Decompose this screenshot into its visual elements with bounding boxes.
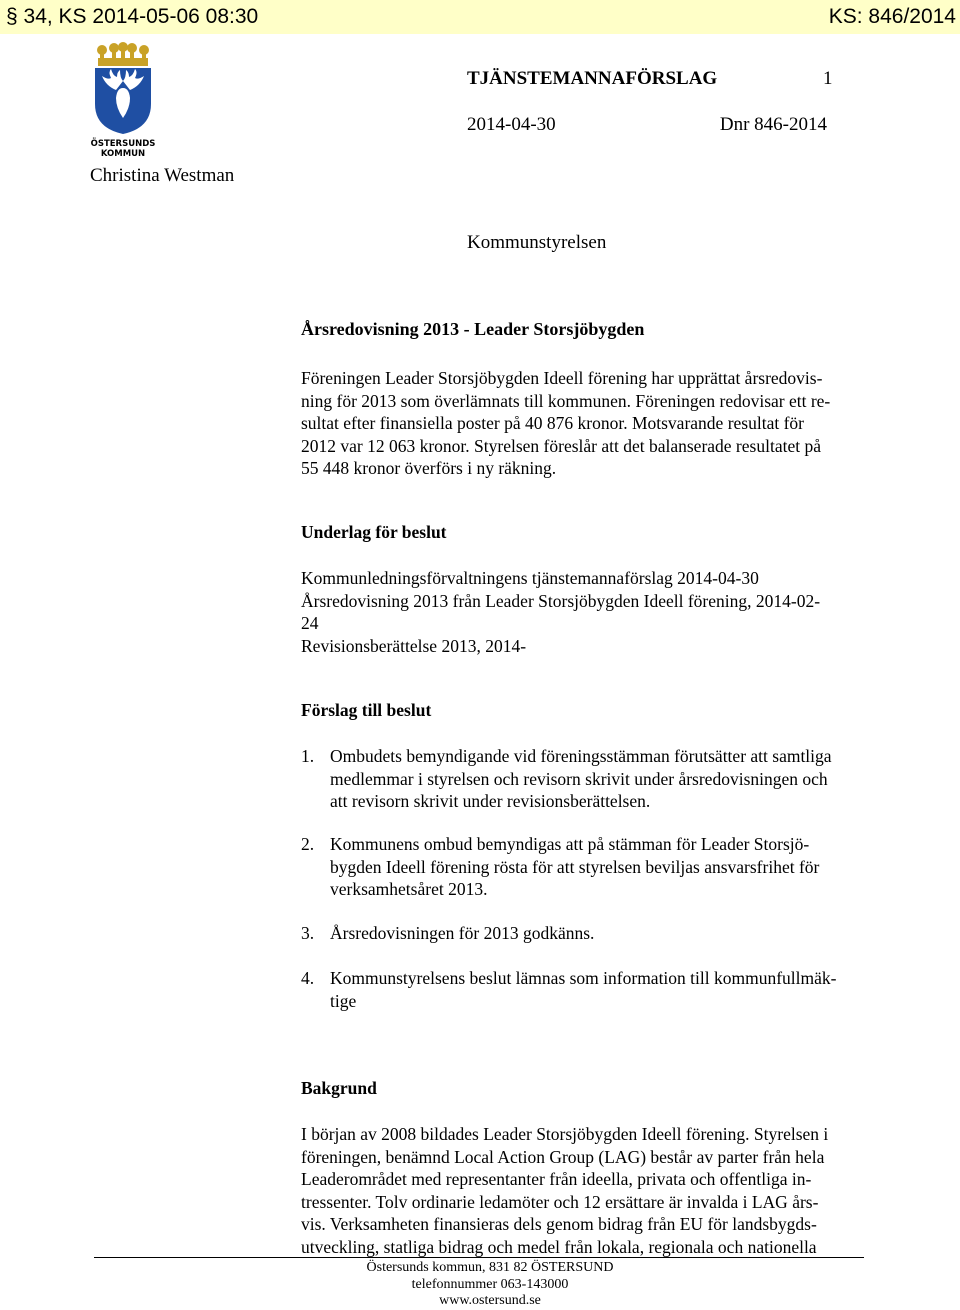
footer-phone: telefonnummer 063-143000: [411, 1276, 569, 1292]
intro-line: sultat efter finansiella poster på 40 876 kronor. Motsvarande resultat för: [301, 413, 804, 434]
bakgrund-heading: Bakgrund: [301, 1078, 377, 1098]
item-line: Ombudets bemyndigande vid föreningsstämman förutsätter att samtliga: [330, 746, 832, 766]
svg-text:ÖSTERSUNDS: ÖSTERSUNDS: [90, 139, 156, 149]
underlag-list: [301, 567, 889, 657]
document-title: Årsredovisning 2013 - Leader Storsjöbygden: [301, 319, 645, 339]
item-line: tige: [330, 990, 357, 1011]
item-line: medlemmar i styrelsen och revisorn skrivit under årsredovisningen och: [330, 768, 828, 789]
underlag-line: Årsredovisning 2013 från Leader Storsjöbygden Ideell förening, 2014-02-: [301, 590, 821, 611]
page-header-bar: [0, 0, 960, 34]
document-date: 2014-04-30: [467, 114, 556, 135]
underlag-line: 24: [301, 613, 319, 634]
footer-divider: [94, 1257, 864, 1258]
item-number: 3.: [301, 923, 315, 943]
item-line: att revisorn skrivit under revisionsberättelsen.: [330, 791, 651, 812]
page-number: 1: [823, 68, 833, 89]
bakgrund-paragraph: [301, 1123, 889, 1259]
forslag-heading: Förslag till beslut: [301, 700, 432, 720]
document-type: TJÄNSTEMANNAFÖRSLAG: [467, 68, 718, 89]
bakgrund-line: utveckling, statliga bidrag och medel från lokala, regionala och nationella: [301, 1236, 817, 1257]
item-line: Årsredovisningen för 2013 godkänns.: [330, 923, 595, 943]
item-line: Kommunstyrelsens beslut lämnas som information till kommunfullmäk-: [330, 968, 837, 988]
ostersund-coat-of-arms-logo: [88, 42, 158, 160]
header-left-text: § 34, KS 2014-05-06 08:30: [6, 5, 259, 28]
author-name: Christina Westman: [90, 165, 235, 186]
item-number: 4.: [301, 968, 315, 988]
bakgrund-line: tressenter. Tolv ordinarie ledamöter och 12 ersättare är invalda i LAG års-: [301, 1191, 819, 1212]
intro-paragraph: [301, 367, 889, 480]
intro-line: 55 448 kronor överförs i ny räkning.: [301, 458, 557, 479]
header-right-text: KS: 846/2014: [828, 5, 956, 28]
intro-line: 2012 var 12 063 kronor. Styrelsen föreslår att det balanserade resultatet på: [301, 435, 821, 456]
page-footer: [300, 1260, 680, 1310]
item-number: 2.: [301, 834, 315, 854]
intro-line: ning för 2013 som överlämnats till kommunen. Föreningen redovisar ett re-: [301, 390, 831, 411]
intro-line: Föreningen Leader Storsjöbygden Ideell förening har upprättat årsredovis-: [301, 368, 823, 388]
item-line: bygden Ideell förening rösta för att styrelsen beviljas ansvarsfrihet för: [330, 856, 820, 877]
bakgrund-line: vis. Verksamheten finansieras dels genom bidrag från EU för landsbygds-: [301, 1214, 817, 1235]
forslag-item: [301, 922, 891, 945]
document-dnr: Dnr 846-2014: [719, 114, 827, 135]
bakgrund-line: föreningen, benämnd Local Action Group (LAG) består av parter från hela: [301, 1146, 825, 1167]
item-line: verksamhetsåret 2013.: [330, 879, 488, 900]
item-line: Kommunens ombud bemyndigas att på stämman för Leader Storsjö-: [330, 834, 810, 854]
bakgrund-line: I början av 2008 bildades Leader Storsjöbygden Ideell förening. Styrelsen i: [301, 1124, 829, 1144]
item-number: 1.: [301, 746, 315, 766]
svg-text:KOMMUN: KOMMUN: [100, 149, 146, 159]
underlag-heading: Underlag för beslut: [301, 522, 447, 542]
forslag-item: [301, 833, 891, 901]
forslag-item: [301, 745, 891, 813]
underlag-line: Revisionsberättelse 2013, 2014-: [301, 635, 527, 656]
recipient: Kommunstyrelsen: [467, 232, 607, 253]
bakgrund-line: Leaderområdet med representanter från ideella, privata och offentliga in-: [301, 1169, 812, 1190]
underlag-line: Kommunledningsförvaltningens tjänstemannaförslag 2014-04-30: [301, 568, 759, 588]
footer-address: Östersunds kommun, 831 82 ÖSTERSUND: [366, 1260, 614, 1275]
forslag-item: [301, 967, 891, 1012]
footer-website: www.ostersund.se: [439, 1293, 541, 1308]
